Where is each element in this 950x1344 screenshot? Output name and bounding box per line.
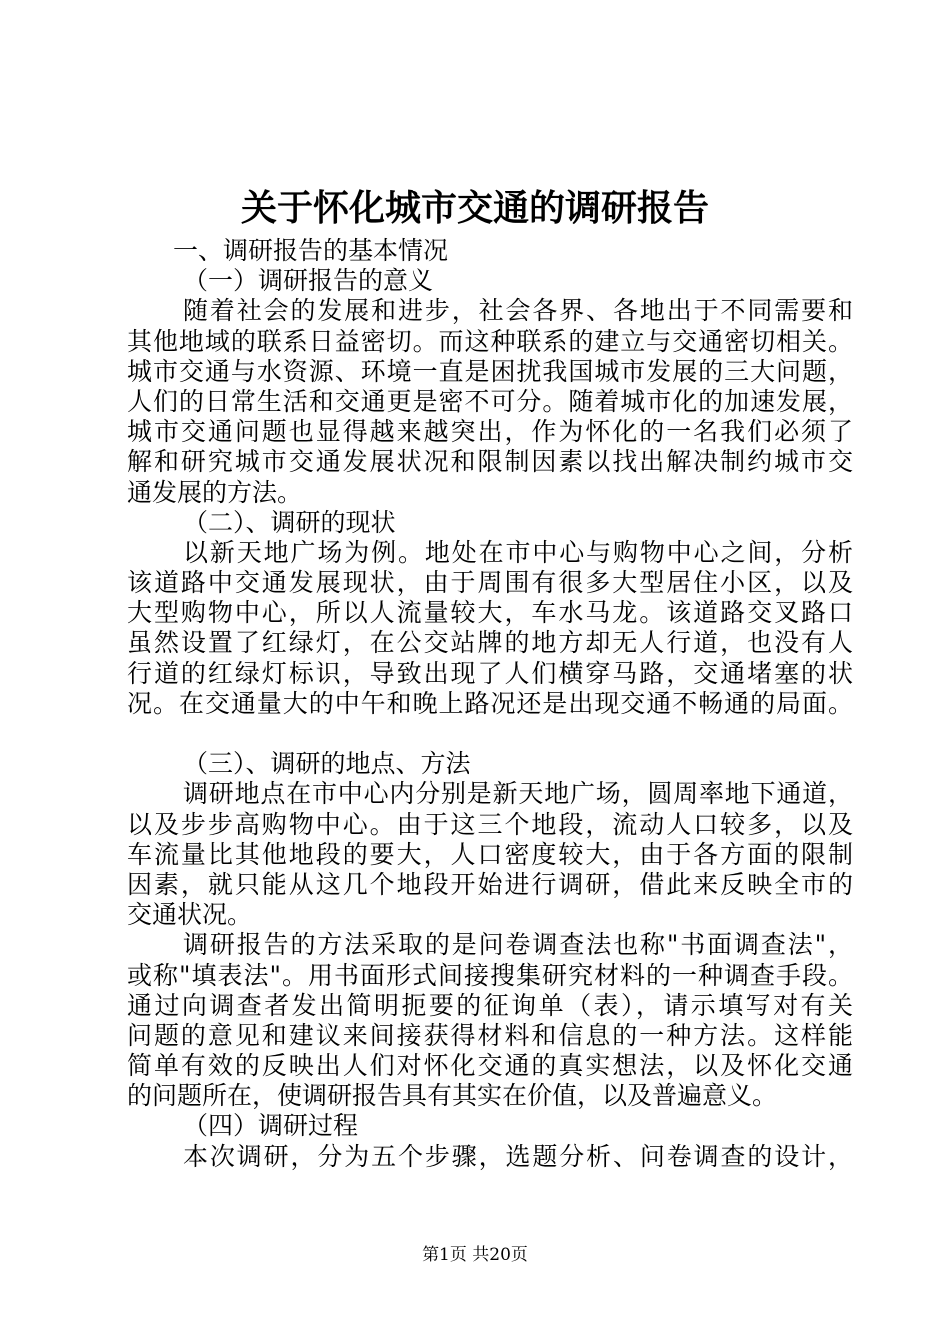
body-line: 况。在交通量大的中午和晚上路况还是出现交通不畅通的局面。 <box>127 688 853 718</box>
body-line: 问题的意见和建议来间接获得材料和信息的一种方法。这样能 <box>127 1020 853 1050</box>
body-line: 以及步步高购物中心。由于这三个地段，流动人口较多，以及 <box>127 809 853 839</box>
body-line: 城市交通问题也显得越来越突出，作为怀化的一名我们必须了 <box>127 417 853 447</box>
body-line: 本次调研，分为五个步骤，选题分析、问卷调查的设计， <box>183 1141 853 1171</box>
page-footer: 第1页 共20页 <box>422 1245 528 1265</box>
body-line: 行道的红绿灯标识，导致出现了人们横穿马路，交通堵塞的状 <box>127 658 853 688</box>
body-line: 调研报告的方法采取的是问卷调查法也称"书面调查法"， <box>183 930 853 960</box>
body-line: 人们的日常生活和交通更是密不可分。随着城市化的加速发展， <box>127 386 853 416</box>
body-line: （四）调研过程 <box>183 1111 359 1141</box>
body-line: 简单有效的反映出人们对怀化交通的真实想法，以及怀化交通 <box>127 1051 853 1081</box>
blank-line <box>127 719 853 749</box>
body-line: 一、调研报告的基本情况 <box>173 236 449 265</box>
body-line: 大型购物中心，所以人流量较大，车水马龙。该道路交叉路口 <box>127 598 853 628</box>
body-line: 解和研究城市交通发展状况和限制因素以找出解决制约城市交 <box>127 447 853 477</box>
body-line: （一）调研报告的意义 <box>183 266 434 296</box>
body-line: （二）、调研的现状 <box>183 507 396 537</box>
body-line: 通过向调查者发出简明扼要的征询单（表），请示填写对有关 <box>127 990 853 1020</box>
body-line: 交通状况。 <box>127 900 253 930</box>
body-line: 的问题所在，使调研报告具有其实在价值，以及普遍意义。 <box>127 1081 778 1111</box>
body-line: 因素，就只能从这几个地段开始进行调研，借此来反映全市的 <box>127 869 853 899</box>
body-line: 调研地点在市中心内分别是新天地广场，圆周率地下通道， <box>183 779 853 809</box>
body-line: 通发展的方法。 <box>127 477 303 507</box>
body-line: 其他地域的联系日益密切。而这种联系的建立与交通密切相关。 <box>127 326 853 356</box>
body-line: 或称"填表法"。用书面形式间接搜集研究材料的一种调查手段。 <box>127 960 853 990</box>
body-line: 随着社会的发展和进步，社会各界、各地出于不同需要和 <box>183 296 853 326</box>
document-title: 关于怀化城市交通的调研报告 <box>240 187 709 229</box>
body-line: （三）、调研的地点、方法 <box>183 749 471 779</box>
document-body <box>127 236 853 1172</box>
body-line: 虽然设置了红绿灯，在公交站牌的地方却无人行道，也没有人 <box>127 628 853 658</box>
body-line: 以新天地广场为例。地处在市中心与购物中心之间，分析 <box>183 537 853 567</box>
body-line: 城市交通与水资源、环境一直是困扰我国城市发展的三大问题， <box>127 356 853 386</box>
body-line: 该道路中交通发展现状，由于周围有很多大型居住小区，以及 <box>127 568 853 598</box>
body-line: 车流量比其他地段的要大，人口密度较大，由于各方面的限制 <box>127 839 853 869</box>
